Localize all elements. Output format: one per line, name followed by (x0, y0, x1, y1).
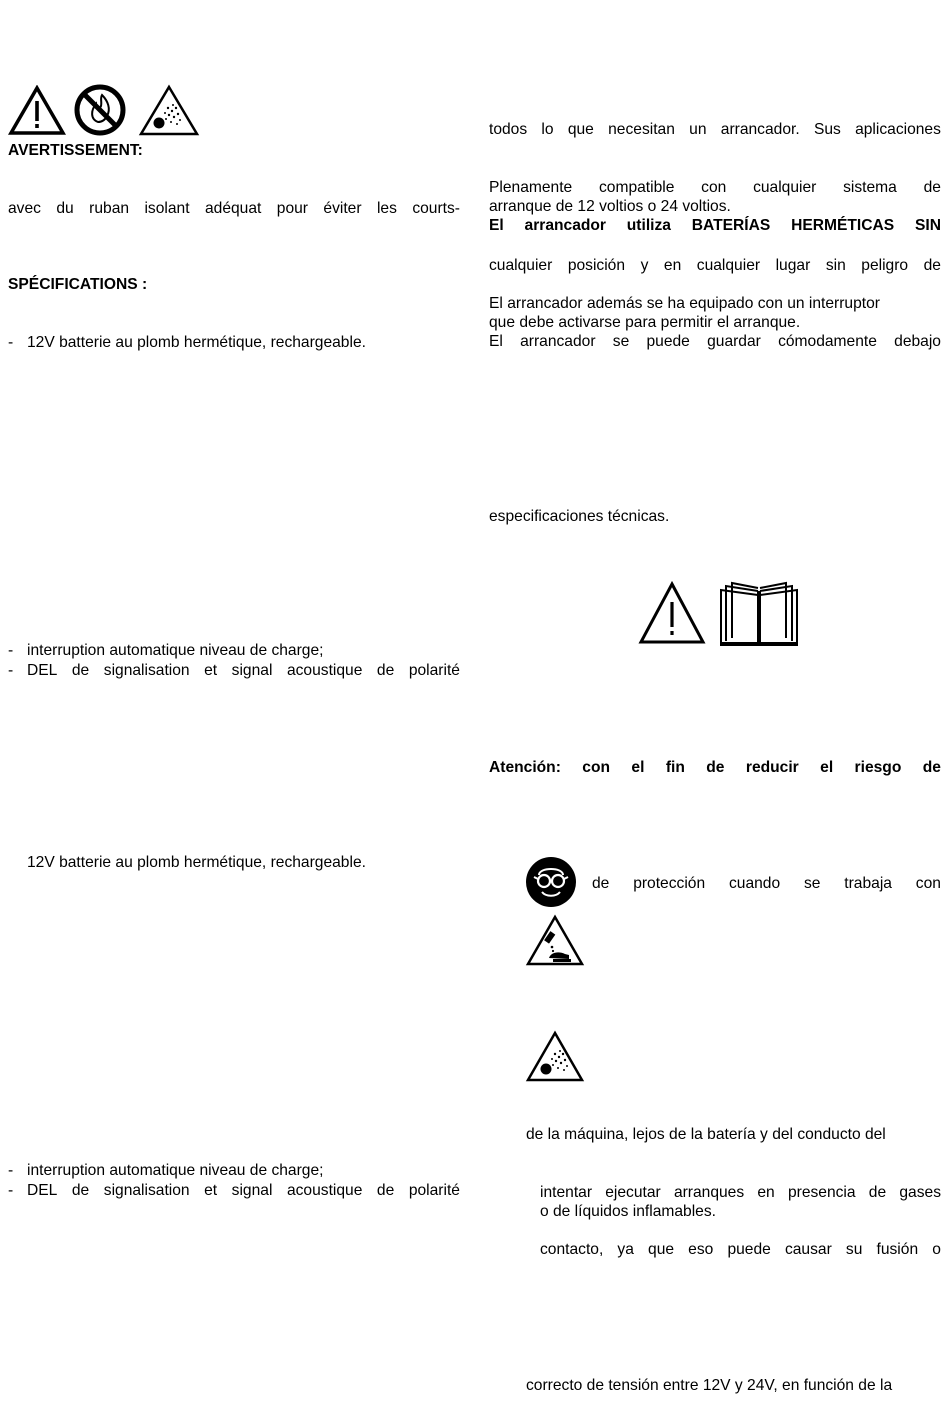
read-manual-icon (718, 581, 800, 647)
no-open-flame-icon (74, 84, 126, 136)
safety-goggles-icon (525, 856, 577, 908)
auto-stop-line: interruption automatique niveau de charge; (27, 642, 324, 659)
switch-line: El arrancador además se ha equipado con un interruptor (489, 295, 880, 312)
specifications-heading: SPÉCIFICATIONS : (8, 276, 148, 293)
bullet-dash: - (8, 642, 14, 659)
position-line: cualquier posición y en cualquier lugar sin peligro de (489, 257, 941, 274)
applications-line: todos lo que necesitan un arrancador. Sus aplicaciones (489, 121, 941, 138)
bullet-dash: - (8, 662, 14, 679)
bullet-dash: - (8, 1182, 14, 1199)
led-polarity-line: DEL de signalisation et signal acoustique de polarité (27, 1182, 460, 1199)
spec-battery-line: 12V batterie au plomb hermétique, rechargeable. (27, 334, 366, 351)
warning-title: AVERTISSEMENT: (8, 142, 143, 159)
warning-triangle-icon (8, 85, 66, 136)
bullet-dash: - (8, 334, 14, 351)
compatible-line: Plenamente compatible con cualquier sistema de (489, 179, 941, 196)
machine-placement-line: de la máquina, lejos de la batería y del conducto del (526, 1126, 886, 1143)
auto-stop-line: interruption automatique niveau de charge; (27, 1162, 324, 1179)
flammable-liquids-line: o de líquidos inflamables. (540, 1203, 716, 1220)
specifications-line: especificaciones técnicas. (489, 508, 670, 525)
led-polarity-line: DEL de signalisation et signal acoustique de polarité (27, 662, 460, 679)
explosive-gas-icon (525, 1030, 585, 1083)
sealed-batteries-line: El arrancador utiliza BATERÍAS HERMÉTICAS SIN (489, 217, 941, 234)
flammable-gases-line: intentar ejecutar arranques en presencia de gases (540, 1184, 941, 1201)
switch-line: que debe activarse para permitir el arranque. (489, 314, 801, 331)
voltage-selection-line: correcto de tensión entre 12V y 24V, en función de la (526, 1377, 893, 1394)
corrosive-hazard-icon (525, 914, 585, 967)
protection-line: de protección cuando se trabaja con (592, 875, 941, 892)
storage-line: El arrancador se puede guardar cómodamente debajo (489, 333, 941, 350)
bullet-dash: - (8, 1162, 14, 1179)
explosive-gas-icon (138, 84, 200, 137)
warning-triangle-icon (638, 580, 706, 646)
attention-line: Atención: con el fin de reducir el riesgo de (489, 759, 941, 776)
voltage-line: arranque de 12 voltios o 24 voltios. (489, 198, 731, 215)
tape-insulation-line: avec du ruban isolant adéquat pour éviter les courts- (8, 200, 460, 217)
spec-battery-line: 12V batterie au plomb hermétique, rechargeable. (27, 854, 366, 871)
contact-fusion-line: contacto, ya que eso puede causar su fusión o (540, 1241, 941, 1258)
